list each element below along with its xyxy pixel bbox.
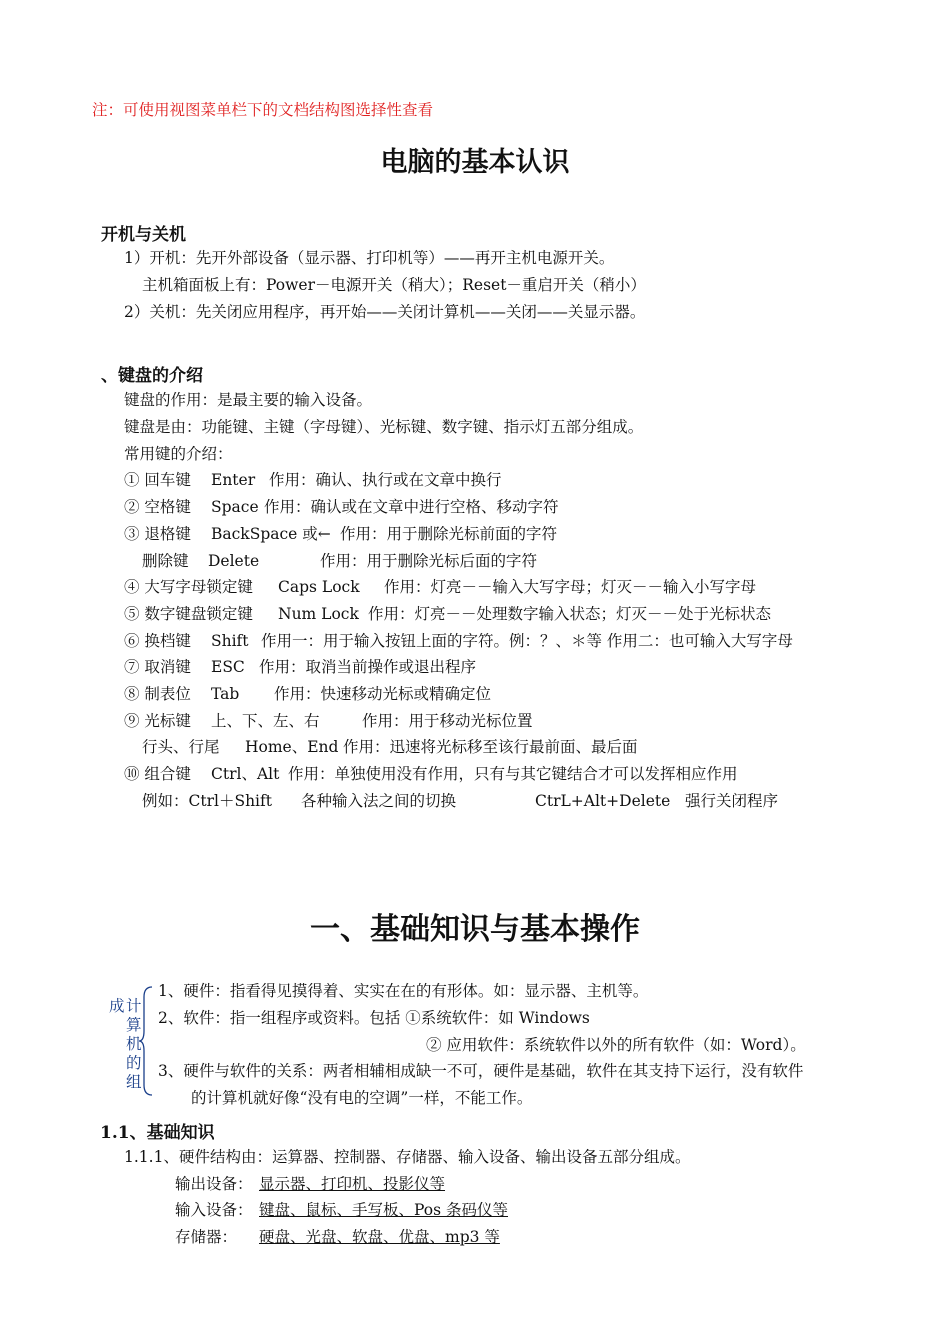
key-label: Ctrl、Alt bbox=[211, 765, 280, 783]
key-desc: 作用：确认或在文章中进行空格、移动字符 bbox=[264, 498, 559, 516]
page-title: 电脑的基本认识 bbox=[380, 147, 570, 178]
key-row bbox=[124, 604, 772, 624]
key-label: Delete bbox=[208, 552, 260, 570]
key-label: 上、下、左、右 bbox=[211, 712, 320, 730]
key-label: Home、End bbox=[245, 738, 339, 756]
example-desc-2: 强行关闭程序 bbox=[685, 792, 779, 810]
example-combo-2: CtrL+Alt+Delete bbox=[535, 792, 671, 810]
key-row bbox=[142, 737, 638, 757]
key-name: 行头、行尾 bbox=[142, 738, 220, 756]
side-label-char: 成 bbox=[109, 997, 125, 1015]
key-name: ⑤ 数字键盘锁定键 bbox=[124, 605, 253, 623]
key-name: ④ 大写字母锁定键 bbox=[124, 578, 253, 596]
key-name: ⑦ 取消键 bbox=[124, 658, 191, 676]
key-name: ③ 退格键 bbox=[124, 525, 191, 543]
key-row bbox=[124, 577, 757, 597]
device-label: 输出设备： bbox=[175, 1175, 253, 1193]
key-name: 删除键 bbox=[142, 552, 189, 570]
section-heading-keyboard: 、键盘的介绍 bbox=[101, 366, 203, 386]
key-row bbox=[124, 684, 492, 704]
hardware-structure-line: 1.1.1、硬件结构由：运算器、控制器、存储器、输入设备、输出设备五部分组成。 bbox=[124, 1148, 691, 1166]
key-desc: 作用：取消当前操作或退出程序 bbox=[259, 658, 477, 676]
key-row bbox=[124, 657, 477, 677]
key-desc: 作用：确认、执行或在文章中换行 bbox=[269, 471, 502, 489]
key-row bbox=[124, 497, 559, 517]
device-value: 键盘、鼠标、手写板、Pos 条码仪等 bbox=[259, 1201, 509, 1219]
key-row bbox=[124, 524, 558, 544]
power-line-1: 1）开机：先开外部设备（显示器、打印机等）——再开主机电源开关。 bbox=[124, 249, 615, 267]
key-desc: 作用：用于删除光标后面的字符 bbox=[320, 552, 538, 570]
key-desc: 作用：用于删除光标前面的字符 bbox=[340, 525, 558, 543]
side-label-char: 机 bbox=[126, 1035, 142, 1053]
key-row bbox=[124, 711, 533, 731]
key-desc: 作用：迅速将光标移至该行最前面、最后面 bbox=[343, 738, 638, 756]
key-row bbox=[124, 470, 502, 490]
example-label: 例如：Ctrl＋Shift bbox=[142, 792, 272, 810]
power-line-3: 2）关机：先关闭应用程序，再开始——关闭计算机——关闭——关显示器。 bbox=[124, 303, 646, 321]
composition-line-1: 1、硬件：指看得见摸得着、实实在在的有形体。如：显示器、主机等。 bbox=[158, 982, 649, 1000]
device-value: 显示器、打印机、投影仪等 bbox=[259, 1175, 446, 1193]
key-label: Enter bbox=[211, 471, 256, 489]
key-desc: 作用：快速移动光标或精确定位 bbox=[274, 685, 492, 703]
example-desc-1: 各种输入法之间的切换 bbox=[301, 792, 457, 810]
device-value: 硬盘、光盘、软盘、优盘、mp3 等 bbox=[259, 1228, 500, 1246]
key-label: Num Lock bbox=[278, 605, 359, 623]
key-name: ② 空格键 bbox=[124, 498, 191, 516]
key-label: Shift bbox=[211, 632, 249, 650]
side-label-char: 算 bbox=[126, 1016, 142, 1034]
keyboard-intro-3: 常用键的介绍： bbox=[124, 445, 233, 463]
composition-line-4: 3、硬件与软件的关系：两者相辅相成缺一不可，硬件是基础，软件在其支持下运行，没有软件 bbox=[158, 1062, 804, 1080]
key-desc: 作用：灯亮－－处理数字输入状态；灯灭－－处于光标状态 bbox=[368, 605, 772, 623]
power-line-2: 主机箱面板上有：Power－电源开关（稍大）；Reset－重启开关（稍小） bbox=[142, 276, 646, 294]
key-desc: 作用：灯亮－－输入大写字母；灯灭－－输入小写字母 bbox=[384, 578, 757, 596]
chapter-title: 一、基础知识与基本操作 bbox=[310, 912, 640, 947]
key-label: BackSpace 或← bbox=[211, 525, 331, 543]
key-desc: 作用：用于移动光标位置 bbox=[362, 712, 533, 730]
device-row bbox=[175, 1227, 500, 1247]
device-label: 存储器： bbox=[175, 1228, 238, 1246]
key-name: ⑧ 制表位 bbox=[124, 685, 191, 703]
keyboard-intro-1: 键盘的作用：是最主要的输入设备。 bbox=[124, 391, 373, 409]
keyboard-intro-2: 键盘是由：功能键、主键（字母键）、光标键、数字键、指示灯五部分组成。 bbox=[124, 418, 644, 436]
key-label: ESC bbox=[211, 658, 245, 676]
key-name: ⑨ 光标键 bbox=[124, 712, 191, 730]
composition-line-5: 的计算机就好像“没有电的空调”一样，不能工作。 bbox=[191, 1089, 533, 1107]
section-heading-power: 开机与关机 bbox=[101, 225, 186, 245]
curly-brace-icon bbox=[138, 985, 154, 1097]
side-label-char: 组 bbox=[126, 1073, 142, 1091]
note-text: 注：可使用视图菜单栏下的文档结构图选择性查看 bbox=[92, 101, 434, 119]
key-row bbox=[124, 631, 793, 651]
key-name: ① 回车键 bbox=[124, 471, 191, 489]
key-desc: 作用：单独使用没有作用，只有与其它键结合才可以发挥相应作用 bbox=[288, 765, 738, 783]
section-heading-basic: 1.1、基础知识 bbox=[100, 1123, 215, 1143]
key-label: Caps Lock bbox=[278, 578, 360, 596]
side-label-char: 计 bbox=[126, 997, 142, 1015]
composition-line-2: 2、软件：指一组程序或资料。包括 ①系统软件：如 Windows bbox=[158, 1009, 590, 1027]
key-name: ⑥ 换档键 bbox=[124, 632, 191, 650]
side-label-char: 的 bbox=[126, 1054, 142, 1072]
key-row bbox=[142, 551, 538, 571]
example-row bbox=[142, 791, 779, 811]
device-label: 输入设备： bbox=[175, 1201, 253, 1219]
device-row bbox=[175, 1200, 509, 1220]
key-desc: 作用一：用于输入按钮上面的字符。例：？、＊等 作用二：也可输入大写字母 bbox=[261, 632, 793, 650]
key-label: Space bbox=[211, 498, 259, 516]
key-label: Tab bbox=[211, 685, 240, 703]
key-name: ⑩ 组合键 bbox=[124, 765, 191, 783]
device-row bbox=[175, 1174, 446, 1194]
composition-line-3: ② 应用软件：系统软件以外的所有软件（如：Word）。 bbox=[426, 1036, 806, 1054]
key-row bbox=[124, 764, 738, 784]
